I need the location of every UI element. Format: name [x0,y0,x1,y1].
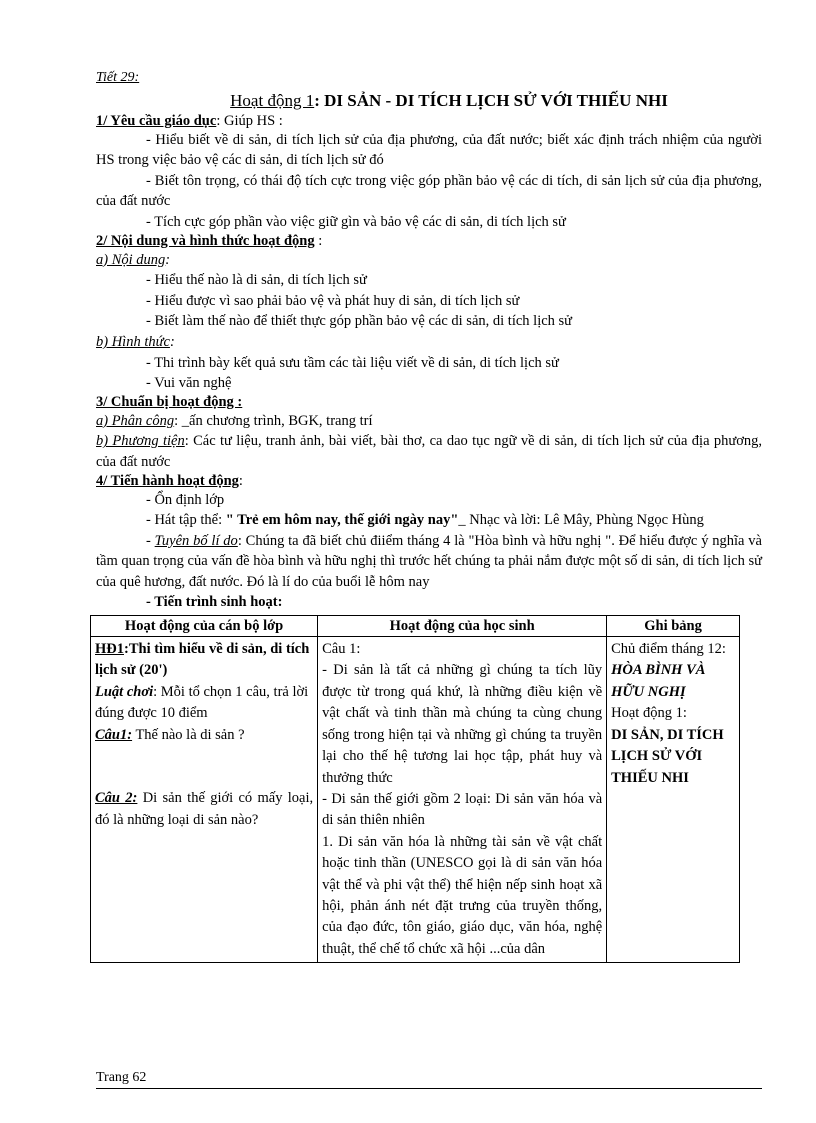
board-line-1: Chủ điểm tháng 12: [611,641,726,658]
rule-text: : Mỗi tổ chọn 1 câu, trả lời đúng được 10 điểm [95,683,309,722]
s4-item-1: - Ổn định lớp [146,491,225,508]
hd1-line [95,639,313,682]
section-2-tail: : [314,232,323,249]
s3-b-label: b) Phương tiện [96,433,185,450]
hd1-text: :Thi tìm hiểu về di sản, di tích lịch sử (20') [95,641,310,679]
q1-text: Thế nào là di sản ? [132,726,245,743]
s4-process: - Tiến trình sinh hoạt: [146,594,283,611]
table-row [91,637,740,963]
table-header-board: Ghi bảng [607,616,740,637]
title-main: : DI SẢN - DI TÍCH LỊCH SỬ VỚI THIẾU NHI [314,90,668,110]
s2-a-item-1: - Hiểu thế nào là di sản, di tích lịch sử [146,272,367,289]
cell-board [607,637,740,963]
s3-a-line [96,411,762,432]
s4-reason-text: : Chúng ta đã biết chủ điiểm tháng 4 là "Hòa bình và hữu nghị ". Để hiểu được ý nghĩa và tầm quan trọng của vấn đề hòa bình và hữu nghị thì trước hết chúng ta phải nắm được một số di sản, di tích lịch sử của quê hương, đất nước. Đó là lí do của buổi lễ hôm nay [96,532,762,590]
q1-line [95,725,313,746]
q2-line [95,788,313,831]
section-3-heading [96,394,762,411]
board-line-3: Hoạt động 1: [611,705,687,722]
s4-song-prefix: - Hát tập thể: [146,512,226,529]
board-theme: HÒA BÌNH VÀ HỮU NGHỊ [611,662,706,700]
page-footer [96,1070,762,1089]
s2-a-label: a) Nội dung [96,251,166,268]
s4-reason: - Tuyên bố lí do: Chúng ta đã biết chủ điiểm tháng 4 là "Hòa bình và hữu nghị ". Để hiểu được ý nghĩa và tầm quan trọng của vấn đề hòa bình và hữu nghị thì trước hết chúng ta phải nắm được một số di sản, di tích lịch sử của quê hương, đất nước. Đó là lí do của buổi lễ hôm nay [96,532,762,590]
s3-a-text: : _ấn chương trình, BGK, trang trí [174,412,373,429]
s2-a-label-line: a) Nội dung: [96,251,171,268]
hd1-label: HĐ1 [95,641,124,658]
section-3-heading-text: 3/ Chuẩn bị hoạt động : [96,393,243,410]
answer-line-1: Câu 1: [322,641,361,658]
q2-label: Câu 2: [95,790,138,807]
s3-a-label: a) Phân công [96,412,175,429]
section-1-heading-text: 1/ Yêu cầu giáo dục [96,112,217,129]
section-4-heading [96,473,762,490]
s4-reason-label: Tuyên bố lí do [154,532,238,549]
s2-b-item-1: - Thi trình bày kết quả sưu tầm các tài liệu viết về di sản, di tích lịch sử [146,354,559,371]
s1-item-2: - Biết tôn trọng, có thái độ tích cực trong việc góp phần bảo vệ các di tích, di sản lịch sử của địa phương, của đất nước [96,172,762,210]
s1-item-1: - Hiểu biết về di sản, di tích lịch sử của địa phương, của đất nước; biết xác định trách nhiệm của người HS trong việc bảo vệ các di sản, di tích lịch sử đó [96,131,762,169]
title-prefix: Hoạt động 1 [230,90,315,110]
page-number: Trang 62 [96,1070,147,1085]
s4-song-title: " Trẻ em hôm nay, thế giới ngày nay" [225,512,459,529]
s1-item-3: - Tích cực góp phần vào việc giữ gìn và bảo vệ các di sản, di tích lịch sử [146,213,566,230]
cell-cadre-activity [91,637,318,963]
s2-a-item-3: - Biết làm thế nào để thiết thực góp phần bảo vệ các di sản, di tích lịch sử [146,313,573,330]
s2-b-label-line: b) Hình thức: [96,333,175,350]
s3-b-line [96,431,762,472]
s4-song [96,510,762,531]
section-4-tail: : [238,472,243,489]
rule-label: Luật chơi [95,683,154,700]
table-header-cadre: Hoạt động của cán bộ lớp [91,616,318,637]
page-title [136,91,762,111]
section-4-heading-text: 4/ Tiến hành hoạt động [96,472,239,489]
s2-a-item-2: - Hiểu được vì sao phải bảo vệ và phát huy di sản, di tích lịch sử [146,292,520,309]
section-2-heading [96,233,762,250]
answer-line-4: 1. Di sản văn hóa là những tài sản về vật chất hoặc tinh thần (UNESCO gọi là di sản văn hóa vật thể và phi vật thể) thể hiện nếp sinh hoạt xã hội, phản ánh nét đặt trưng của truyền thống, của đạo đức, tôn giáo, giáo dục, văn hóa, nghệ thuật, thể chế tổ chức xã hội ...của dân [322,833,603,957]
s3-b-text: : Các tư liệu, tranh ảnh, bài viết, bài thơ, ca dao tục ngữ về di sản, di tích lịch sử của địa phương, của đất nước [96,433,762,470]
section-2-heading-text: 2/ Nội dung và hình thức hoạt động [96,232,315,249]
activity-table [90,615,740,963]
table-header-student: Hoạt động của học sinh [318,616,607,637]
lesson-number: Tiết 29: [96,70,140,85]
rule-line [95,682,313,725]
section-1-heading [96,113,762,130]
s2-b-label: b) Hình thức [96,333,170,350]
document-page [96,68,762,963]
answer-line-3: - Di sản thế giới gồm 2 loại: Di sản văn hóa và di sản thiên nhiên [322,790,603,829]
s2-b-item-2: - Vui văn nghệ [146,375,232,392]
q2-text: Di sản thế giới có mấy loại, đó là những loại di sản nào? [95,790,314,828]
board-heading: DI SẢN, DI TÍCH LỊCH SỬ VỚI THIẾU NHI [611,726,724,786]
cell-student-activity [318,637,607,963]
q1-label: Câu1: [95,726,133,743]
section-1-lead: : Giúp HS : [216,112,283,129]
table-header-row [91,616,740,637]
answer-line-2: - Di sản là tất cả những gì chúng ta tích lũy được từ trong quá khứ, là những điều kiện về vật chất và tinh thần mà chúng ta cùng chung sống trong hiện tại và những gì chúng ta truyền lại cho thế hệ tương lai học tập, phát huy và thưởng thức [322,662,603,786]
spacer [95,746,313,788]
s4-song-rest: _ Nhạc và lời: Lê Mây, Phùng Ngọc Hùng [458,512,704,529]
